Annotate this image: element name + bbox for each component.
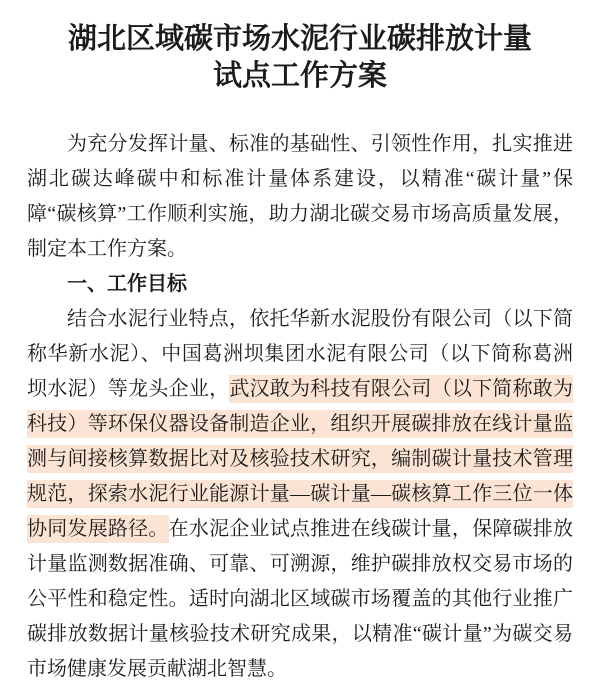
goal-paragraph (27, 302, 573, 686)
document-title (27, 21, 573, 95)
goal-text-after-highlight: 在水泥企业试点推进在线碳计量，保障碳排放计量监测数据准确、可靠、可溯源，维护碳排放权交易市场的公平性和稳定性。适时向湖北区域碳市场覆盖的其他行业推广碳排放数据计量核验技术研究成果，以精准“碳计量”为碳交易市场健康发展贡献湖北智慧。 (27, 518, 574, 680)
goal-text-highlighted: 武汉敢为科技有限公司（以下简称敢为科技）等环保仪器设备制造企业，组织开展碳排放在线计量监测与间接核算数据比对及核验技术研究，编制碳计量技术管理规范，探索水泥行业能源计量—碳计量—碳核算工作三位一体协同发展路径。 (27, 375, 573, 543)
document-title-line2: 试点工作方案 (212, 60, 387, 92)
section-heading-work-goals: 一、工作目标 (67, 273, 187, 295)
intro-paragraph: 为充分发挥计量、标准的基础性、引领性作用，扎实推进湖北碳达峰碳中和标准计量体系建设，以精准“碳计量”保障“碳核算”工作顺利实施，助力湖北碳交易市场高质量发展，制定本工作方案。 (27, 133, 573, 260)
goal-text-before-highlight: 结合水泥行业特点，依托华新水泥股份有限公司（以下简称华新水泥）、中国葛洲坝集团水泥有限公司（以下简称葛洲坝水泥）等龙头企业， (27, 308, 573, 400)
document-title-line1: 湖北区域碳市场水泥行业碳排放计量 (67, 23, 532, 55)
